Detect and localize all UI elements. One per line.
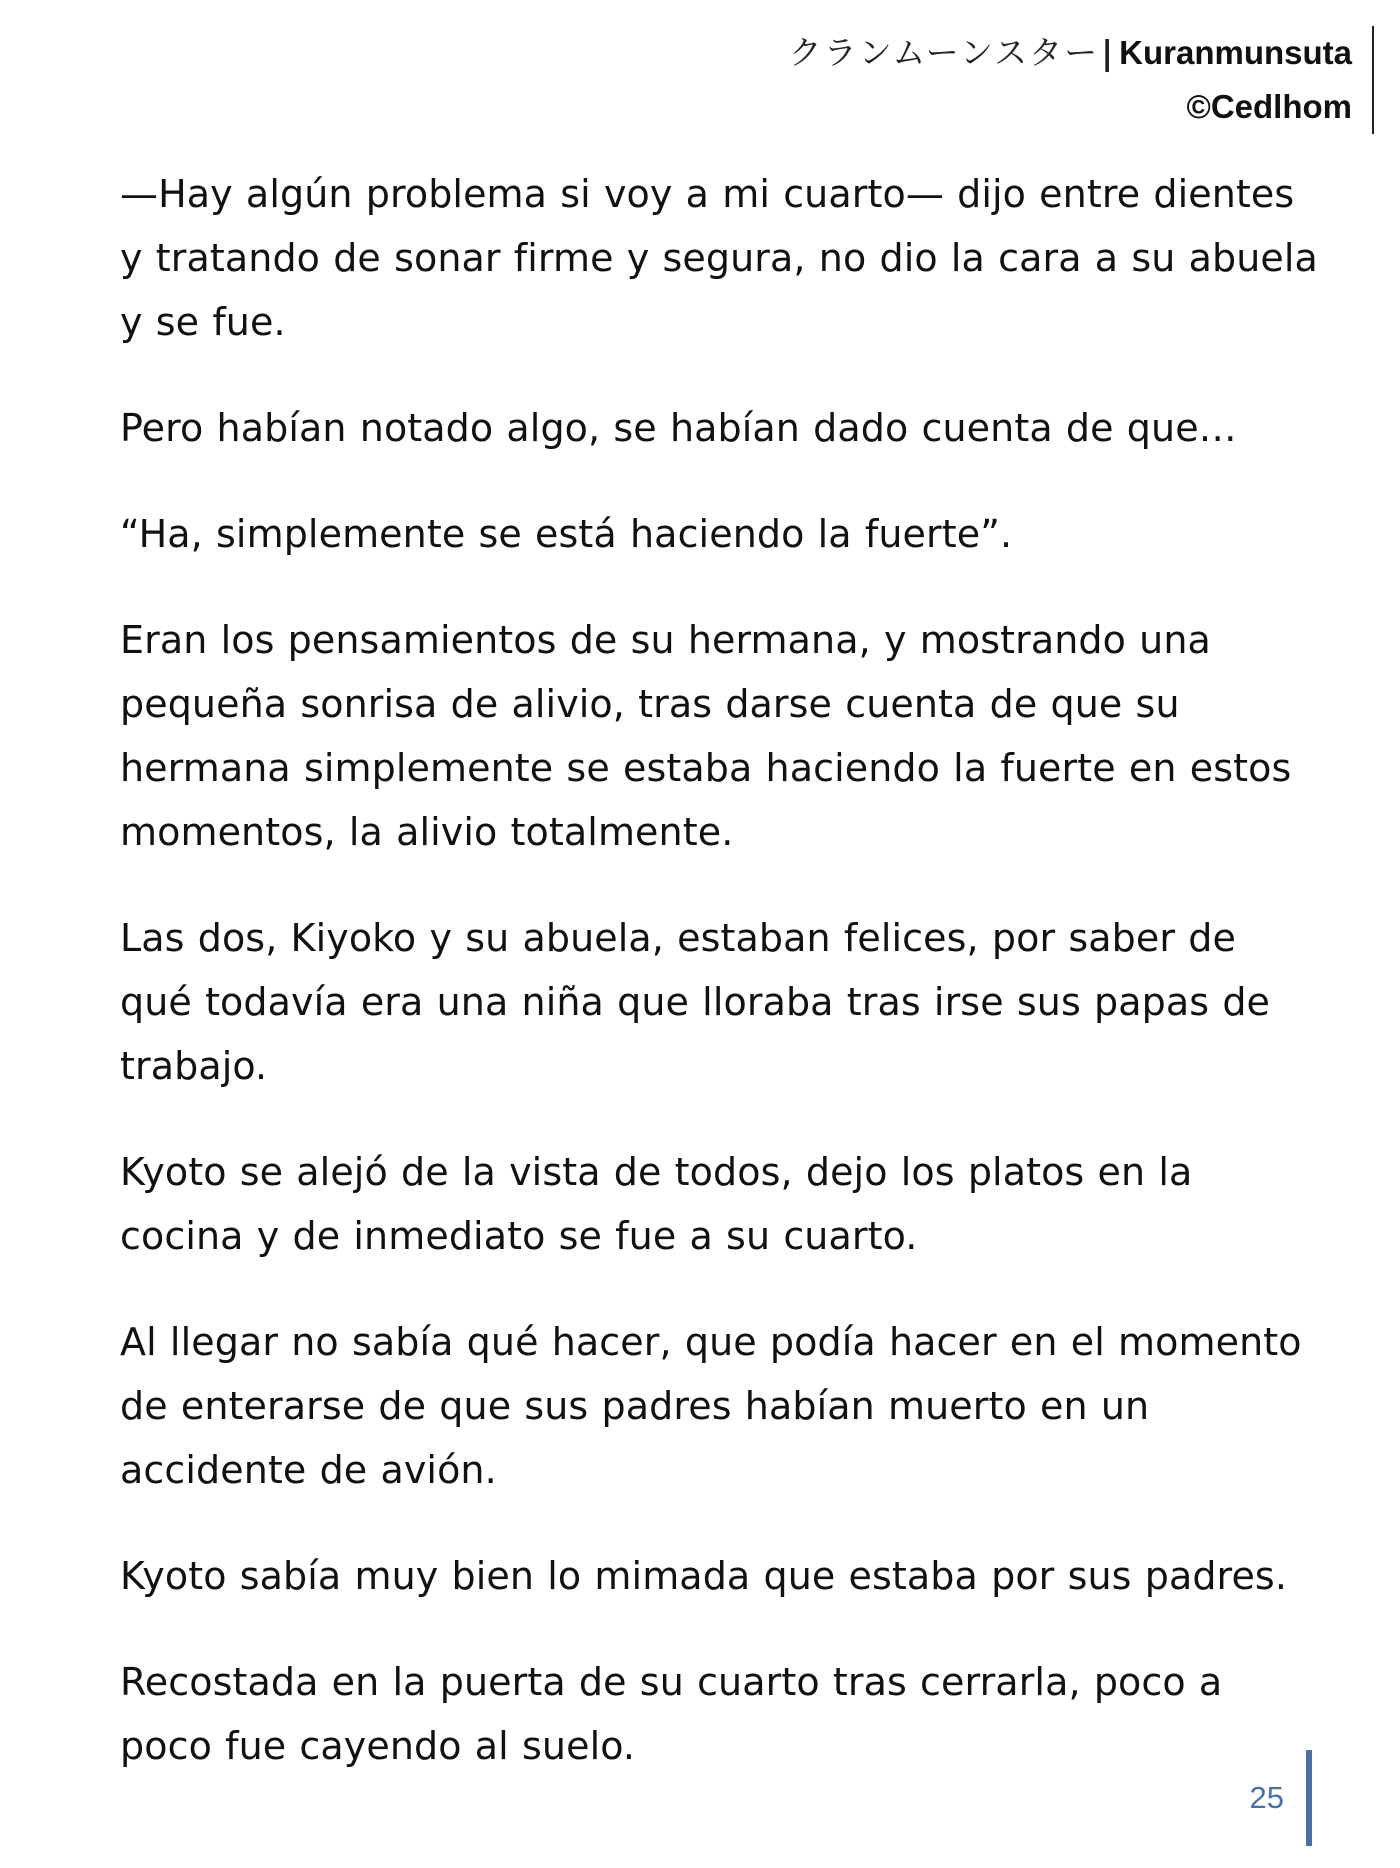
paragraph: Recostada en la puerta de su cuarto tras cerrarla, poco a poco fue cayendo al suelo. (120, 1660, 1223, 1768)
paragraph: Al llegar no sabía qué hacer, que podía hacer en el momento de enterarse de que sus padres habían muerto en un accidente de avión. (120, 1320, 1302, 1492)
header-separator: | (1101, 33, 1114, 72)
paragraph: Las dos, Kiyoko y su abuela, estaban felices, por saber de qué todavía era una niña que lloraba tras irse sus papas de trabajo. (120, 916, 1271, 1088)
header-romanized-title: Kuranmunsuta (1119, 34, 1352, 71)
header-title-line (789, 26, 1352, 80)
page-number-accent-bar (1306, 1750, 1312, 1846)
paragraph: —Hay algún problema si voy a mi cuarto— dijo entre dientes y tratando de sonar firme y segura, no dio la cara a su abuela y se fue. (120, 172, 1318, 344)
paragraph: Kyoto sabía muy bien lo mimada que estaba por sus padres. (120, 1554, 1287, 1598)
paragraph: Kyoto se alejó de la vista de todos, dejo los platos en la cocina y de inmediato se fue a su cuarto. (120, 1150, 1193, 1258)
page-number: 25 (1249, 1780, 1284, 1815)
paragraph: “Ha, simplemente se está haciendo la fuerte”. (120, 512, 1013, 556)
paragraph: Eran los pensamientos de su hermana, y mostrando una pequeña sonrisa de alivio, tras darse cuenta de que su hermana simplemente se estaba haciendo la fuerte en estos momentos, la alivio totalmente. (120, 618, 1292, 854)
paragraph: Pero habían notado algo, se habían dado cuenta de que… (120, 406, 1237, 450)
header-japanese-title: クランムーンスター (788, 33, 1100, 72)
page-footer (1250, 1750, 1312, 1846)
page-header (789, 26, 1374, 134)
header-author: ©Cedlhom (1186, 88, 1352, 125)
body-text (120, 162, 1320, 1820)
